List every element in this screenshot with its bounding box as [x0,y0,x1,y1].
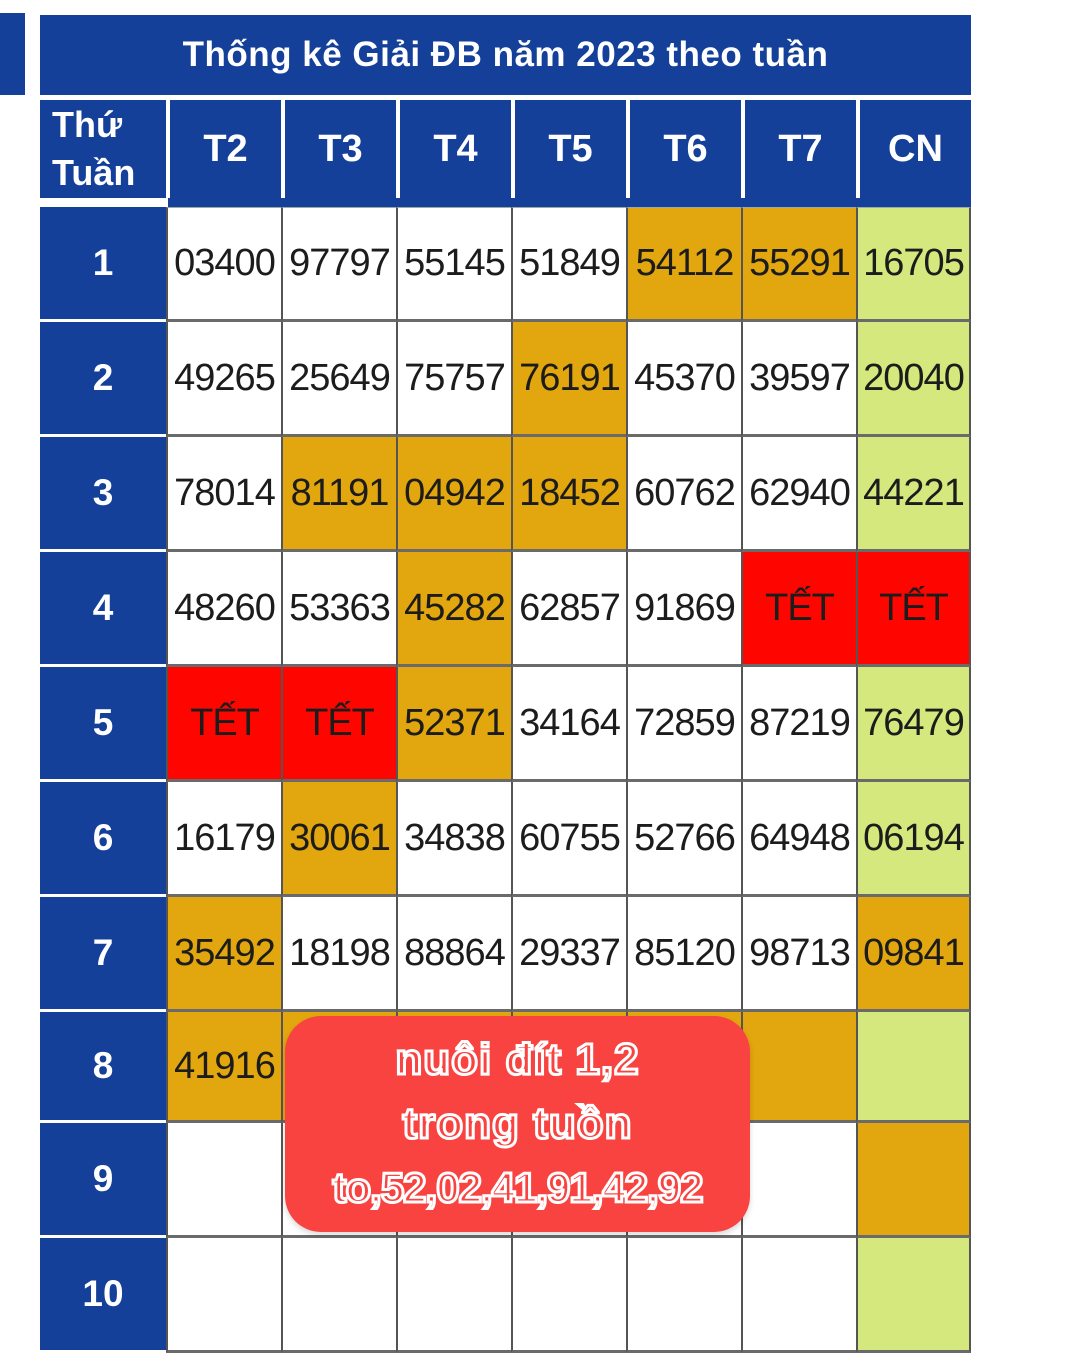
number-cell [741,1238,856,1353]
left-edge-strip [0,13,25,95]
row-label: 10 [40,1238,166,1353]
number-cell: 44221 [856,437,971,552]
header-bottom-strip [168,198,971,207]
table-row [40,897,971,1012]
row-label: 8 [40,1012,166,1123]
number-cell: 76479 [856,667,971,782]
corner-header-line1: Thứ [52,104,123,146]
row-label: 3 [40,437,166,552]
column-header-t3: T3 [285,100,396,198]
number-cell: 87219 [741,667,856,782]
number-cell: 49265 [166,322,281,437]
number-cell [856,1238,971,1353]
number-cell: 20040 [856,322,971,437]
number-cell: 75757 [396,322,511,437]
number-cell: 62940 [741,437,856,552]
table-row [40,322,971,437]
table-row [40,1238,971,1353]
table-row [40,667,971,782]
number-cell: 30061 [281,782,396,897]
table-row [40,437,971,552]
tet-cell: TẾT [281,667,396,782]
column-header-t2: T2 [170,100,281,198]
row-label: 1 [40,207,166,322]
tet-cell: TẾT [856,552,971,667]
number-cell [166,1123,281,1238]
number-cell: 06194 [856,782,971,897]
column-header-t6: T6 [630,100,741,198]
number-cell: 45282 [396,552,511,667]
number-cell: 54112 [626,207,741,322]
number-cell: 91869 [626,552,741,667]
row-label: 9 [40,1123,166,1238]
note-line-1: nuôi đít 1,2 [395,1035,640,1084]
number-cell: 97797 [281,207,396,322]
number-cell: 25649 [281,322,396,437]
number-cell [166,1238,281,1353]
number-cell: 16179 [166,782,281,897]
note-line-2: trong tuồn [402,1099,633,1148]
number-cell: 78014 [166,437,281,552]
number-cell [511,1238,626,1353]
number-cell [856,1123,971,1238]
number-cell: 18452 [511,437,626,552]
column-header-t4: T4 [400,100,511,198]
number-cell: 81191 [281,437,396,552]
number-cell: 09841 [856,897,971,1012]
table-row [40,782,971,897]
number-cell: 62857 [511,552,626,667]
number-cell: 52766 [626,782,741,897]
note-overlay [285,1016,750,1232]
row-label: 2 [40,322,166,437]
row-label: 5 [40,667,166,782]
number-cell [741,1123,856,1238]
number-cell: 29337 [511,897,626,1012]
corner-header-line2: Tuần [52,152,136,193]
row-label: 7 [40,897,166,1012]
row-label: 6 [40,782,166,897]
number-cell: 98713 [741,897,856,1012]
number-cell: 64948 [741,782,856,897]
table-row [40,207,971,322]
number-cell: 45370 [626,322,741,437]
row-label: 4 [40,552,166,667]
number-cell: 34838 [396,782,511,897]
number-cell: 03400 [166,207,281,322]
number-cell: 48260 [166,552,281,667]
number-cell [856,1012,971,1123]
number-cell: 41916 [166,1012,281,1123]
table-row [40,552,971,667]
column-header-t5: T5 [515,100,626,198]
number-cell: 18198 [281,897,396,1012]
tet-cell: TẾT [166,667,281,782]
number-cell: 88864 [396,897,511,1012]
number-cell: 52371 [396,667,511,782]
header-row [40,100,971,198]
number-cell [281,1238,396,1353]
number-cell: 39597 [741,322,856,437]
table-title: Thống kê Giải ĐB năm 2023 theo tuần [40,15,971,95]
corner-header [40,100,166,198]
number-cell: 85120 [626,897,741,1012]
number-cell: 53363 [281,552,396,667]
number-cell: 60755 [511,782,626,897]
number-cell: 35492 [166,897,281,1012]
column-header-t7: T7 [745,100,856,198]
number-cell [396,1238,511,1353]
number-cell: 51849 [511,207,626,322]
number-cell [626,1238,741,1353]
column-header-cn: CN [860,100,971,198]
number-cell: 55291 [741,207,856,322]
number-cell: 34164 [511,667,626,782]
number-cell: 16705 [856,207,971,322]
number-cell: 04942 [396,437,511,552]
number-cell [741,1012,856,1123]
number-cell: 72859 [626,667,741,782]
note-line-3: to,52,02,41,91,42,92 [332,1164,703,1211]
number-cell: 76191 [511,322,626,437]
number-cell: 55145 [396,207,511,322]
number-cell: 60762 [626,437,741,552]
tet-cell: TẾT [741,552,856,667]
